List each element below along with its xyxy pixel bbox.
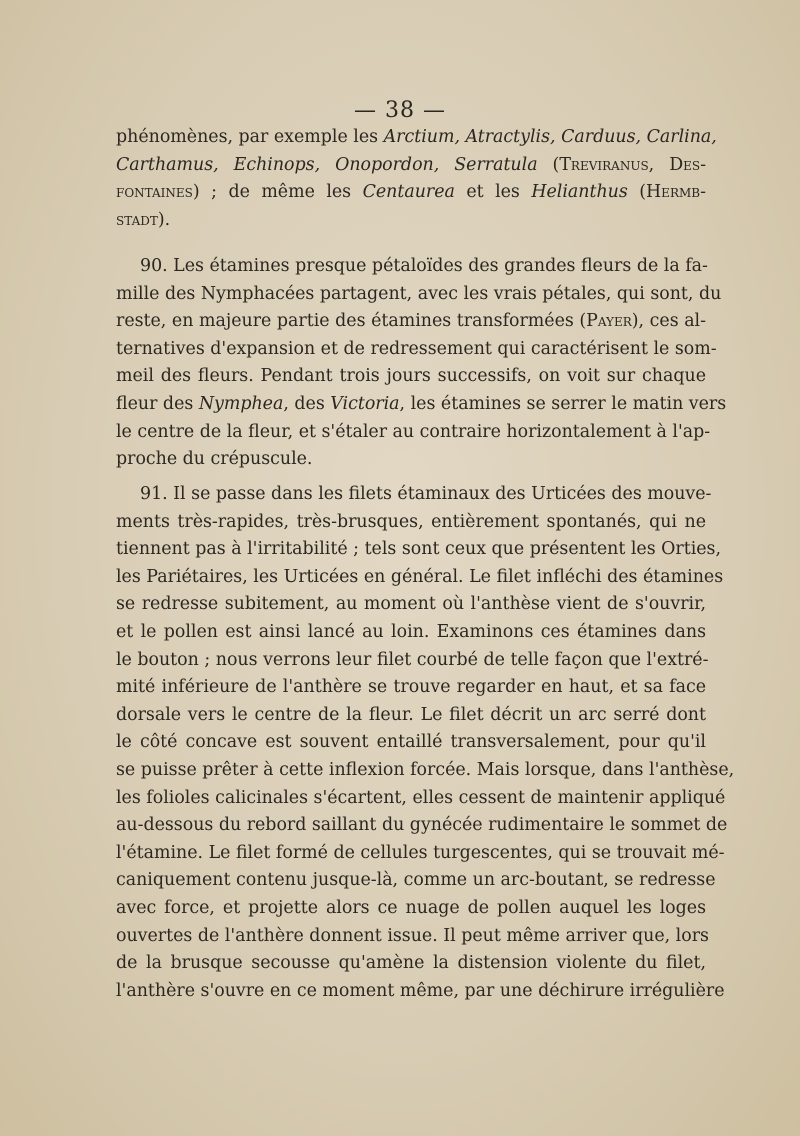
italic-text: Carthamus, Echinops, Onopordon, Serratula [116, 154, 538, 175]
text-run: ( [627, 182, 647, 203]
text-run: de la brusque secousse qu'amène la distension violente du filet, [116, 953, 706, 974]
small-caps-text: fontaines [116, 182, 193, 203]
text-line [116, 446, 706, 474]
text-run: phénomènes, par exemple les [116, 127, 384, 147]
text-line [116, 867, 716, 895]
text-run: , des [283, 393, 331, 414]
text-line [116, 895, 706, 923]
text-line [116, 674, 706, 702]
small-caps-text: Des- [669, 154, 706, 175]
text-run: meil des fleurs. Pendant trois jours successifs, on voit sur chaque [116, 366, 706, 387]
text-line [116, 281, 722, 309]
text-line [116, 619, 706, 647]
text-run: proche du crépuscule. [116, 449, 313, 470]
text-run: dorsale vers le centre de la fleur. Le filet décrit un arc serré dont [116, 704, 706, 725]
text-line [116, 207, 706, 235]
text-line [116, 923, 709, 951]
text-line [116, 152, 706, 180]
text-run: avec force, et projette alors ce nuage de pollen auquel les loges [116, 897, 706, 918]
italic-text: Centaurea [362, 182, 455, 203]
text-run: le centre de la fleur, et s'étaler au contraire horizontalement à l'ap- [116, 421, 711, 442]
text-line [116, 336, 717, 364]
text-line [116, 564, 724, 592]
text-line [116, 419, 711, 447]
paragraph-90-nymphaceae [116, 253, 727, 474]
text-run: le côté concave est souvent entaillé transversalement, pour qu'il [116, 732, 706, 753]
text-line [116, 729, 706, 757]
text-run: l'étamine. Le filet formé de cellules turgescentes, qui se trouvait mé- [116, 842, 725, 863]
text-run: les Pariétaires, les Urticées en général. Le filet infléchi des étamines [116, 566, 724, 587]
text-run: , les étamines se serrer le matin vers [399, 393, 727, 414]
small-caps-text: stadt [116, 209, 158, 230]
text-line [116, 647, 709, 675]
text-run: ouvertes de l'anthère donnent issue. Il peut même arriver que, lors [116, 925, 709, 946]
page-number: — 38 — [354, 98, 446, 123]
text-run: ternatives d'expansion et de redressement qui caractérisent le som- [116, 338, 717, 359]
italic-text: Arctium, Atractylis, Carduus, Carlina, [383, 127, 717, 147]
text-line [116, 536, 722, 564]
text-run: ( [537, 154, 560, 175]
text-line [116, 124, 717, 152]
text-run: reste, en majeure partie des étamines transformées ( [116, 311, 587, 332]
text-line [116, 950, 706, 978]
text-run: et les [454, 182, 532, 203]
text-run: les folioles calicinales s'écartent, elles cessent de maintenir appliqué [116, 787, 726, 808]
text-run: le bouton ; nous verrons leur filet courbé de telle façon que l'extré- [116, 649, 709, 670]
text-line [116, 179, 706, 207]
text-line [116, 812, 728, 840]
text-run: caniquement contenu jusque-là, comme un arc-boutant, se redresse [116, 870, 716, 891]
paragraph-91-urticaceae [116, 481, 735, 1005]
text-run: l'anthère s'ouvre en ce moment même, par une déchirure irrégulière [116, 980, 725, 1001]
small-caps-text: Payer [586, 311, 632, 332]
text-line [116, 757, 735, 785]
text-line [116, 509, 706, 537]
small-caps-text: Treviranus [559, 154, 649, 175]
italic-text: Helianthus [531, 182, 628, 203]
text-run: ), ces al- [631, 311, 706, 332]
text-line [116, 840, 725, 868]
text-run: , [648, 154, 670, 175]
text-line [116, 253, 706, 281]
small-caps-text: Hermb- [646, 182, 706, 203]
text-line [116, 785, 726, 813]
text-run: se redresse subitement, au moment où l'anthèse vient de s'ouvrir, [116, 594, 706, 615]
text-run: ments très-rapides, très-brusques, entièrement spontanés, qui ne [116, 511, 706, 532]
text-line [116, 591, 706, 619]
text-line [116, 702, 706, 730]
text-line [116, 978, 725, 1006]
text-run: ) ; de même les [192, 182, 363, 203]
text-run: mille des Nymphacées partagent, avec les vrais pétales, qui sont, du [116, 283, 722, 304]
paragraph-genera-list [116, 124, 717, 234]
text-run: mité inférieure de l'anthère se trouve regarder en haut, et sa face [116, 677, 706, 698]
text-line [116, 391, 727, 419]
italic-text: Nymphea [198, 393, 284, 414]
text-run: 91. Il se passe dans les filets étaminaux des Urticées des mouve- [140, 484, 712, 504]
text-run: 90. Les étamines presque pétaloïdes des grandes fleurs de la fa- [140, 256, 708, 276]
text-run: fleur des [116, 393, 199, 414]
text-line [116, 363, 706, 391]
italic-text: Victoria [330, 393, 400, 414]
text-run: et le pollen est ainsi lancé au loin. Examinons ces étamines dans [116, 621, 706, 642]
text-run: ). [157, 209, 171, 230]
text-run: au-dessous du rebord saillant du gynécée rudimentaire le sommet de [116, 815, 728, 836]
text-run: tiennent pas à l'irritabilité ; tels sont ceux que présentent les Orties, [116, 539, 722, 560]
text-line [116, 481, 712, 509]
text-line [116, 308, 706, 336]
text-run: se puisse prêter à cette inflexion forcée. Mais lorsque, dans l'anthèse, [116, 759, 735, 780]
